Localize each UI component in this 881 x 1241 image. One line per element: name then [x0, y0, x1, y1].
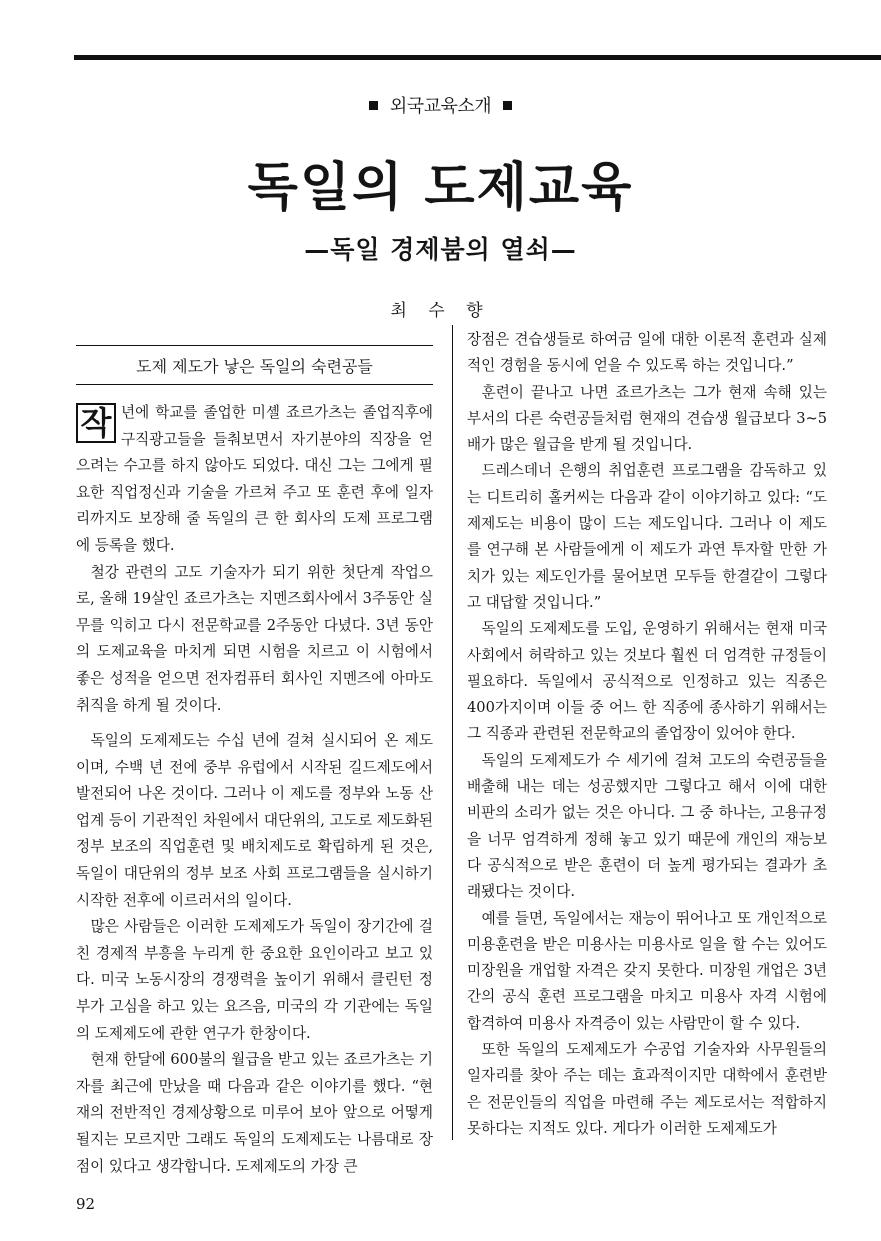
paragraph: 또한 독일의 도제제도가 수공업 기술자와 사무원들의 일자리를 찾아 주는 데는 효과적이지만 대학에서 훈련받은 전문인들의 직업을 마련해 주는 제도로서는 적합하지 못하다는 지적도 있다. 게다가 이러한 도제제도가 — [467, 1041, 827, 1137]
drop-cap: 작 — [76, 403, 116, 443]
square-bullet-icon — [369, 101, 378, 110]
paragraph: 드레스데너 은행의 취업훈련 프로그램을 감독하고 있는 디트리히 홀커씨는 다음과 같이 이야기하고 있다: “도제제도는 비용이 많이 드는 제도입니다. 그러나 이 제도를 연구해 본 사람들에게 이 제도가 과연 투자할 만한 가치가 있는 제도인가를 물어보면 모두들 한결같이 그렇다고 대답할 것입니다.” — [467, 462, 827, 611]
paragraph: 많은 사람들은 이러한 도제제도가 독일이 장기간에 걸친 경제적 부흥을 누리게 한 중요한 요인이라고 보고 있다. 미국 노동시장의 경쟁력을 높이기 위해서 클린턴 정부가 고심을 하고 있는 요즈음, 미국의 각 기관에는 독일의 도제제도에 관한 연구가 한창이다. — [76, 918, 433, 1042]
article-title: 독일의 도제교육 — [247, 158, 634, 218]
author-name: 최 수 향 — [390, 301, 491, 321]
subheading: 도제 제도가 낳은 독일의 숙련공들 — [136, 357, 373, 376]
paragraph: 독일의 도제제도는 수십 년에 걸쳐 실시되어 온 제도이며, 수백 년 전에 중부 유럽에서 시작된 길드제도에서 발전되어 나온 것이다. 그러나 이 제도를 정부와 노동 산업계 등이 기관적인 차원에서 대단위의, 고도로 제도화된 정부 보조의 직업훈련 및 배치제도로 확립하게 된 것은, 독일이 대단위의 정부 보조 사회 프로그램들을 실시하기 시작한 전후에 이르러서의 일이다. — [76, 732, 433, 909]
article-subtitle: —독일 경제붐의 열쇠— — [304, 235, 577, 264]
paragraph: 철강 관련의 고도 기술자가 되기 위한 첫단계 작업으로, 올해 19살인 죠르가츠는 지멘즈회사에서 3주동안 실무를 익히고 다시 전문학교를 2주동안 다녔다. 3년 동안의 도제교육을 마치게 되면 시험을 치르고 이 시험에서 좋은 성적을 얻으면 전자컴퓨터 회사인 지멘즈에 아마도 취직을 하게 될 것이다. — [76, 563, 433, 714]
paragraph: 현재 한달에 600불의 월급을 받고 있는 죠르가츠는 기자를 최근에 만났을 때 다음과 같은 이야기를 했다. “현재의 전반적인 경제상황으로 미루어 보아 앞으로 어떻게 될지는 모르지만 그래도 독일의 도제제도는 나름대로 장점이 있다고 생각합니다. 도제제도의 가장 큰 — [76, 1051, 433, 1175]
column-divider — [452, 325, 453, 1140]
paragraph: 장점은 견습생들로 하여금 일에 대한 이론적 훈련과 실제적인 경험을 동시에 얻을 수 있도록 하는 것입니다.” — [467, 331, 827, 375]
page-number: 92 — [76, 1195, 96, 1213]
paragraph: 독일의 도제제도가 수 세기에 걸쳐 고도의 숙련공들을 배출해 내는 데는 성공했지만 그렇다고 해서 이에 대한 비판의 소리가 없는 것은 아니다. 그 중 하나는, 고용규정을 너무 엄격하게 정해 놓고 있기 때문에 개인의 재능보다 공식적으로 받은 훈련이 더 높게 평가되는 결과가 초래됐다는 것이다. — [467, 751, 827, 901]
square-bullet-icon — [503, 101, 512, 110]
left-column-body — [76, 728, 433, 1180]
left-column-intro — [76, 400, 433, 719]
paragraph: 예를 들면, 독일에서는 재능이 뛰어나고 또 개인적으로 미용훈련을 받은 미용사는 미용사로 일을 할 수는 있어도 미장원을 개업할 자격은 갖지 못한다. 미장원 개업은 3년간의 공식 훈련 프로그램을 마치고 미용사 자격 시험에 합격하여 미용사 자격증이 있는 사람만이 할 수 있다. — [467, 909, 827, 1032]
paragraph: 작 년에 학교를 졸업한 미셸 죠르가츠는 졸업직후에 구직광고들을 들춰보면서 자기분야의 직장을 얻으려는 수고를 하지 않아도 되었다. 대신 그는 그에게 필요한 직업정신과 기술을 가르쳐 주고 또 훈련 후에 일자리까지도 보장해 줄 독일의 큰 한 회사의 도제 프로그램에 등록을 했다. — [76, 404, 433, 554]
top-rule — [74, 55, 881, 60]
paragraph: 훈련이 끝나고 나면 죠르가츠는 그가 현재 속해 있는 부서의 다른 숙련공들처럼 현재의 견습생 월급보다 3~5배가 많은 월급을 받게 될 것입니다. — [467, 383, 827, 454]
paragraph: 독일의 도제제도를 도입, 운영하기 위해서는 현재 미국사회에서 허락하고 있는 것보다 훨씬 더 엄격한 규정들이 필요하다. 독일에서 공식적으로 인정하고 있는 직종은 400가지이며 이들 중 어느 한 직종에 종사하기 위해서는 그 직종과 관련된 전문학교의 졸업장이 있어야 한다. — [467, 620, 827, 743]
section-label — [0, 92, 881, 118]
right-column — [467, 327, 827, 1142]
section-label-text: 외국교육소개 — [389, 96, 492, 117]
